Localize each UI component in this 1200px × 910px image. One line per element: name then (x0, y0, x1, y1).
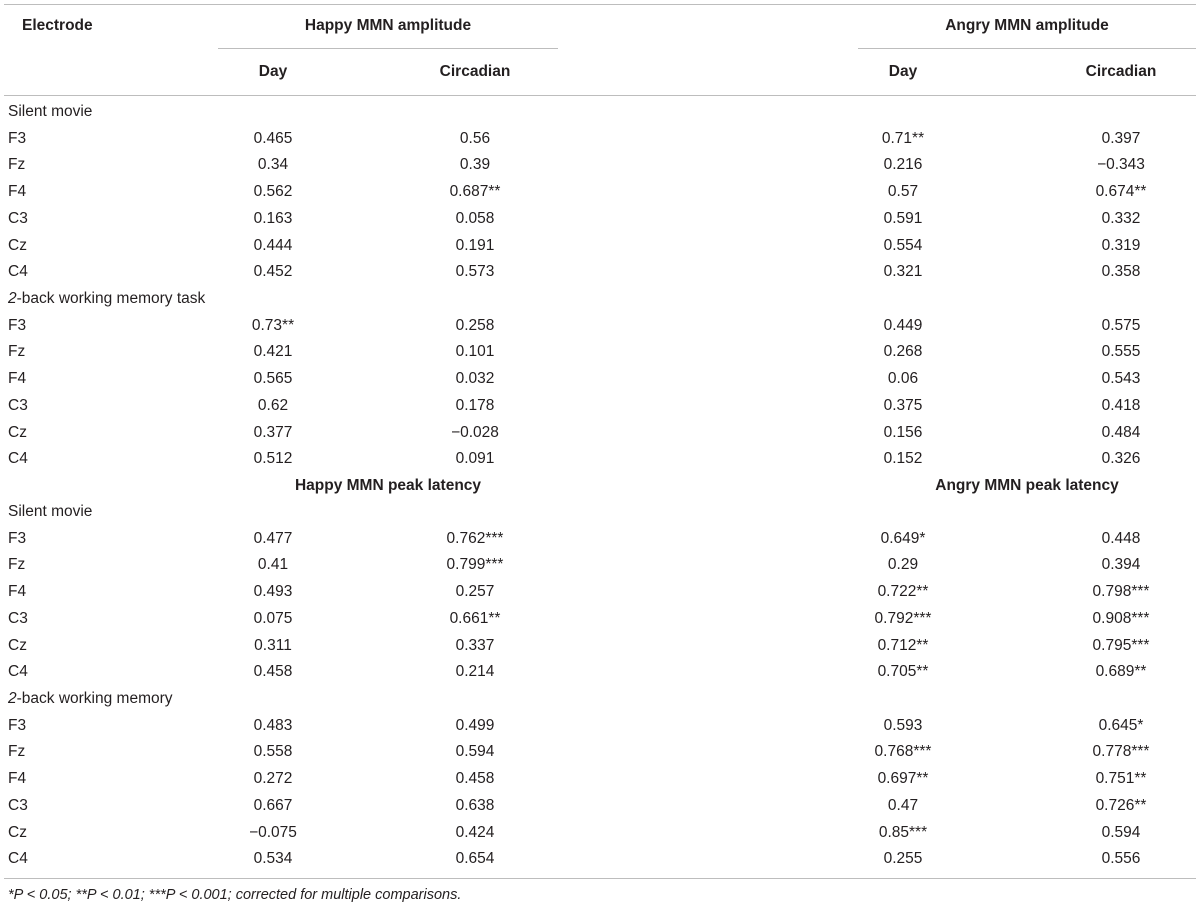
table-footnote: *P < 0.05; **P < 0.01; ***P < 0.001; corrected for multiple comparisons. (8, 887, 462, 903)
happy-circadian-cell: 0.573 (455, 263, 495, 281)
section-label (8, 690, 173, 708)
happy-day-cell: 0.62 (257, 396, 289, 414)
happy-day-cell: 0.483 (253, 716, 293, 734)
angry-circadian-cell: 0.795*** (1092, 636, 1150, 654)
angry-day-cell: 0.705** (877, 663, 929, 681)
happy-day-cell: 0.512 (253, 450, 293, 468)
happy-day-cell: 0.534 (253, 850, 293, 868)
electrode-cell: F3 (8, 129, 27, 147)
angry-circadian-cell: 0.689** (1095, 663, 1147, 681)
happy-day-cell: 0.444 (253, 236, 293, 254)
angry-day-cell: 0.722** (877, 583, 929, 601)
section-label-text: -back working memory task (16, 290, 206, 307)
angry-amplitude-header: Angry MMN amplitude (945, 17, 1109, 34)
table-bottom-rule (4, 878, 1196, 879)
electrode-cell: Cz (8, 636, 27, 654)
happy-circadian-cell: −0.028 (451, 423, 499, 441)
angry-circadian-cell: 0.448 (1101, 529, 1141, 547)
electrode-cell: F3 (8, 316, 27, 334)
angry-day-cell: 0.649* (880, 529, 926, 547)
happy-circadian-cell: 0.032 (455, 370, 495, 388)
electrode-cell: F3 (8, 716, 27, 734)
electrode-cell: F4 (8, 183, 27, 201)
angry-day-cell: 0.591 (883, 209, 923, 227)
angry-day-cell: 0.152 (883, 450, 923, 468)
angry-group-rule (858, 48, 1196, 49)
happy-circadian-cell: 0.654 (455, 850, 495, 868)
electrode-cell: C4 (8, 263, 28, 281)
happy-circadian-cell: 0.191 (455, 236, 495, 254)
happy-circadian-cell: 0.458 (455, 770, 495, 788)
electrode-cell: C3 (8, 396, 28, 414)
electrode-cell: Fz (8, 343, 26, 361)
angry-day-cell: 0.792*** (874, 609, 932, 627)
happy-day-cell: 0.452 (253, 263, 293, 281)
angry-circadian-cell: 0.394 (1101, 556, 1141, 574)
happy-day-cell: 0.421 (253, 343, 293, 361)
happy-circadian-cell: 0.799*** (446, 556, 504, 574)
angry-day-cell: 0.375 (883, 396, 923, 414)
electrode-cell: C4 (8, 850, 28, 868)
electrode-cell: C4 (8, 663, 28, 681)
top-rule (4, 4, 1196, 5)
angry-day-cell: 0.768*** (874, 743, 932, 761)
angry-circadian-cell: 0.908*** (1092, 609, 1150, 627)
angry-circadian-cell: 0.484 (1101, 423, 1141, 441)
happy-circadian-header: Circadian (439, 63, 511, 80)
angry-circadian-cell: 0.543 (1101, 370, 1141, 388)
happy-latency-header: Happy MMN peak latency (294, 477, 482, 494)
angry-day-header: Day (888, 63, 918, 80)
angry-day-cell: 0.268 (883, 343, 923, 361)
electrode-cell: F3 (8, 529, 27, 547)
angry-day-cell: 0.554 (883, 236, 923, 254)
angry-latency-header: Angry MMN peak latency (935, 477, 1119, 494)
happy-day-cell: 0.562 (253, 183, 293, 201)
angry-day-cell: 0.449 (883, 316, 923, 334)
electrode-cell: Cz (8, 423, 27, 441)
electrode-cell: Fz (8, 556, 26, 574)
section-label-italic-prefix: 2 (8, 690, 17, 707)
section-label-text: Silent movie (8, 103, 93, 120)
happy-day-cell: 0.558 (253, 743, 293, 761)
happy-day-cell: 0.41 (257, 556, 289, 574)
angry-day-cell: 0.321 (883, 263, 923, 281)
happy-day-cell: 0.272 (253, 770, 293, 788)
electrode-cell: C3 (8, 796, 28, 814)
angry-circadian-cell: 0.645* (1098, 716, 1144, 734)
happy-group-rule (218, 48, 558, 49)
happy-circadian-cell: 0.337 (455, 636, 495, 654)
angry-circadian-cell: −0.343 (1097, 156, 1145, 174)
section-label-italic-prefix: 2 (8, 290, 17, 307)
electrode-header: Electrode (22, 17, 93, 34)
section-label-text: Silent movie (8, 503, 93, 520)
angry-day-cell: 0.156 (883, 423, 923, 441)
happy-day-cell: 0.377 (253, 423, 293, 441)
angry-circadian-cell: 0.751** (1095, 770, 1147, 788)
happy-circadian-cell: 0.214 (455, 663, 495, 681)
happy-day-header: Day (258, 63, 288, 80)
angry-circadian-cell: 0.594 (1101, 823, 1141, 841)
angry-circadian-header: Circadian (1085, 63, 1157, 80)
happy-circadian-cell: 0.091 (455, 450, 495, 468)
electrode-cell: Fz (8, 156, 26, 174)
electrode-cell: F4 (8, 770, 27, 788)
angry-circadian-cell: 0.726** (1095, 796, 1147, 814)
happy-day-cell: 0.311 (254, 636, 292, 654)
angry-circadian-cell: 0.358 (1101, 263, 1141, 281)
electrode-cell: C4 (8, 450, 28, 468)
section-label (8, 103, 92, 121)
angry-circadian-cell: 0.326 (1101, 450, 1141, 468)
angry-day-cell: 0.712** (877, 636, 929, 654)
happy-circadian-cell: 0.101 (455, 343, 495, 361)
happy-circadian-cell: 0.178 (455, 396, 495, 414)
happy-day-cell: 0.458 (253, 663, 293, 681)
happy-day-cell: 0.493 (253, 583, 293, 601)
happy-day-cell: −0.075 (249, 823, 297, 841)
happy-day-cell: 0.477 (253, 529, 293, 547)
angry-day-cell: 0.593 (883, 716, 923, 734)
happy-circadian-cell: 0.638 (455, 796, 495, 814)
happy-circadian-cell: 0.257 (455, 583, 495, 601)
happy-day-cell: 0.73** (251, 316, 295, 334)
happy-day-cell: 0.34 (257, 156, 289, 174)
angry-day-cell: 0.216 (883, 156, 923, 174)
angry-day-cell: 0.06 (887, 370, 919, 388)
happy-circadian-cell: 0.499 (455, 716, 495, 734)
section-label-text: -back working memory (16, 690, 173, 707)
happy-day-cell: 0.163 (253, 209, 293, 227)
angry-circadian-cell: 0.556 (1101, 850, 1141, 868)
angry-circadian-cell: 0.319 (1101, 236, 1141, 254)
happy-circadian-cell: 0.594 (455, 743, 495, 761)
happy-circadian-cell: 0.661** (449, 609, 501, 627)
header-bottom-rule (4, 95, 1196, 96)
happy-day-cell: 0.465 (253, 129, 293, 147)
electrode-cell: F4 (8, 583, 27, 601)
angry-day-cell: 0.29 (887, 556, 919, 574)
electrode-cell: Cz (8, 236, 27, 254)
angry-day-cell: 0.85*** (878, 823, 928, 841)
electrode-cell: C3 (8, 209, 28, 227)
happy-circadian-cell: 0.39 (459, 156, 491, 174)
happy-circadian-cell: 0.424 (455, 823, 495, 841)
section-label (8, 503, 92, 521)
electrode-cell: F4 (8, 370, 27, 388)
angry-circadian-cell: 0.798*** (1092, 583, 1150, 601)
happy-circadian-cell: 0.762*** (446, 529, 504, 547)
angry-circadian-cell: 0.332 (1101, 209, 1141, 227)
happy-day-cell: 0.565 (253, 370, 293, 388)
angry-circadian-cell: 0.778*** (1092, 743, 1150, 761)
happy-circadian-cell: 0.687** (449, 183, 501, 201)
angry-day-cell: 0.697** (877, 770, 929, 788)
happy-circadian-cell: 0.058 (455, 209, 495, 227)
section-label (8, 290, 205, 308)
happy-day-cell: 0.667 (253, 796, 293, 814)
angry-day-cell: 0.255 (883, 850, 923, 868)
angry-day-cell: 0.57 (887, 183, 919, 201)
happy-circadian-cell: 0.56 (459, 129, 491, 147)
angry-circadian-cell: 0.575 (1101, 316, 1141, 334)
electrode-cell: Fz (8, 743, 26, 761)
angry-circadian-cell: 0.674** (1095, 183, 1147, 201)
angry-circadian-cell: 0.418 (1101, 396, 1141, 414)
angry-circadian-cell: 0.397 (1101, 129, 1141, 147)
happy-day-cell: 0.075 (253, 609, 293, 627)
angry-circadian-cell: 0.555 (1101, 343, 1141, 361)
happy-amplitude-header: Happy MMN amplitude (304, 17, 472, 34)
angry-day-cell: 0.71** (881, 129, 925, 147)
electrode-cell: Cz (8, 823, 27, 841)
happy-circadian-cell: 0.258 (455, 316, 495, 334)
angry-day-cell: 0.47 (887, 796, 919, 814)
electrode-cell: C3 (8, 609, 28, 627)
